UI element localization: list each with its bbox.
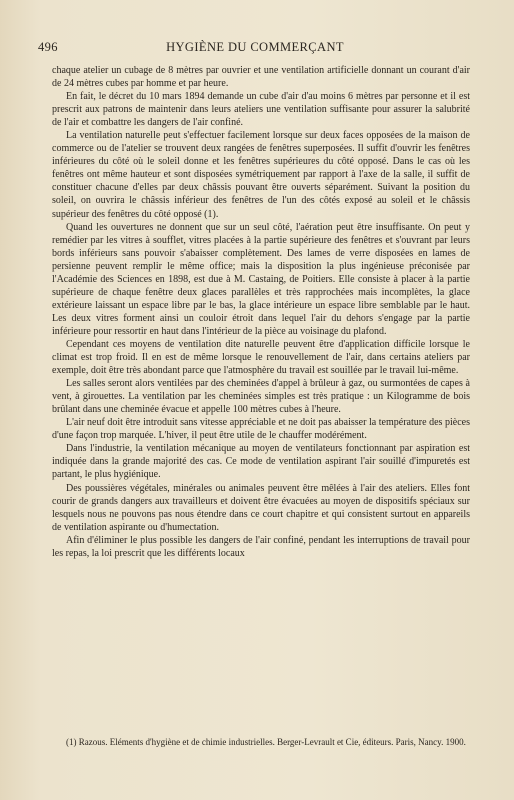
body-text <box>52 64 470 560</box>
paragraph: La ventilation naturelle peut s'effectuer facilement lorsque sur deux faces opposées de la maison de commerce ou de l'atelier se trouvent deux rangées de fenêtres superposées. Il suffit d'ouvrir les fenêtres inférieures du côté où le soleil donne et les fenêtres supérieures du côté opposé. Dans le cas où les fenêtres ont même hauteur et sont disposées symétriquement par rapport à l'axe de la salle, il suffit de constituer chacune d'elles par deux châssis pouvant être ouverts séparément. Suivant la position du soleil, on ouvrira le châssis inférieur des fenêtres de l'un des côtés exposé au soleil et le châssis supérieur des fenêtres du côté opposé (1). <box>52 130 470 220</box>
paragraph: Cependant ces moyens de ventilation dite naturelle peuvent être d'application difficile lorsque le climat est trop froid. Il en est de même lorsque le renouvellement de l'air, dans certains ateliers par exemple, doit être très abondant parce que l'atmosphère du travail est souillée par le travail lui-même. <box>52 338 470 377</box>
page-number: 496 <box>38 40 58 54</box>
page-header <box>38 40 472 60</box>
paragraph: chaque atelier un cubage de 8 mètres par ouvrier et une ventilation artificielle donnant un courant d'air de 24 mètres cubes par homme et par heure. <box>52 65 470 90</box>
footnote <box>52 736 470 748</box>
footnote-text: (1) Razous. Eléments d'hygiène et de chimie industrielles. Berger-Levrault et Cie, éditeurs. Paris, Nancy. 1900. <box>66 737 466 747</box>
paragraph: Des poussières végétales, minérales ou animales peuvent être mêlées à l'air des ateliers. Elles font courir de grands dangers aux travailleurs et doivent être évacuées au moyen de dispositifs spéciaux sur lesquels nous ne pouvons pas nous étendre dans ce court chapitre et qui consistent surtout en appareils de ventilation aspirante ou d'humectation. <box>52 482 470 533</box>
paragraph: Dans l'industrie, la ventilation mécanique au moyen de ventilateurs fonctionnant par aspiration est indiquée dans la grande majorité des cas. Ce mode de ventilation aspirant l'air souillé d'impuretés est partant, le plus hygiénique. <box>52 443 470 481</box>
paragraph: Quand les ouvertures ne donnent que sur un seul côté, l'aération peut être insuffisante. On peut y remédier par les vitres à soufflet, vitres placées à la partie supérieure des fenêtres et s'ouvrant par leurs bords inférieurs sans pouvoir s'abaisser complètement. Des lames de verre disposées en lames de persienne peuvent remplir le même office; mais la disposition la plus ingénieuse préconisée par l'Académie des Sciences en 1898, est due à M. Castaing, de Poitiers. Elle consiste à placer à la partie supérieure de chaque fenêtre deux glaces parallèles et très rapprochées mais incomplètes, la glace extérieure laissant un espace libre par le bas, la glace intérieure un espace libre semblable par le haut. Les deux vitres forment ainsi un couloir étroit dans lequel l'air du dehors s'engage par la partie inférieure pour ressortir en haut dans l'intérieur de la pièce au voisinage du plafond. <box>52 221 470 337</box>
paragraph: L'air neuf doit être introduit sans vitesse appréciable et ne doit pas abaisser la température des pièces d'une façon trop marquée. L'hiver, il peut être utile de le chauffer modérément. <box>52 417 470 442</box>
paragraph: En fait, le décret du 10 mars 1894 demande un cube d'air d'au moins 6 mètres par personne et il est prescrit aux patrons de maintenir dans leurs ateliers une ventilation suffisante pour assurer la salubrité de l'air et combattre les dangers de l'air confiné. <box>52 91 470 129</box>
paragraph: Les salles seront alors ventilées par des cheminées d'appel à brûleur à gaz, ou surmontées de capes à vent, à girouettes. La ventilation par les cheminées simples est très pratique : un Kilogramme de bois brûlant dans une cheminée évacue et appelle 100 mètres cubes à l'heure. <box>52 378 470 416</box>
paragraph: Afin d'éliminer le plus possible les dangers de l'air confiné, pendant les interruptions de travail pour les repas, la loi prescrit que les différents locaux <box>52 534 470 559</box>
running-head: HYGIÈNE DU COMMERÇANT <box>166 40 344 54</box>
